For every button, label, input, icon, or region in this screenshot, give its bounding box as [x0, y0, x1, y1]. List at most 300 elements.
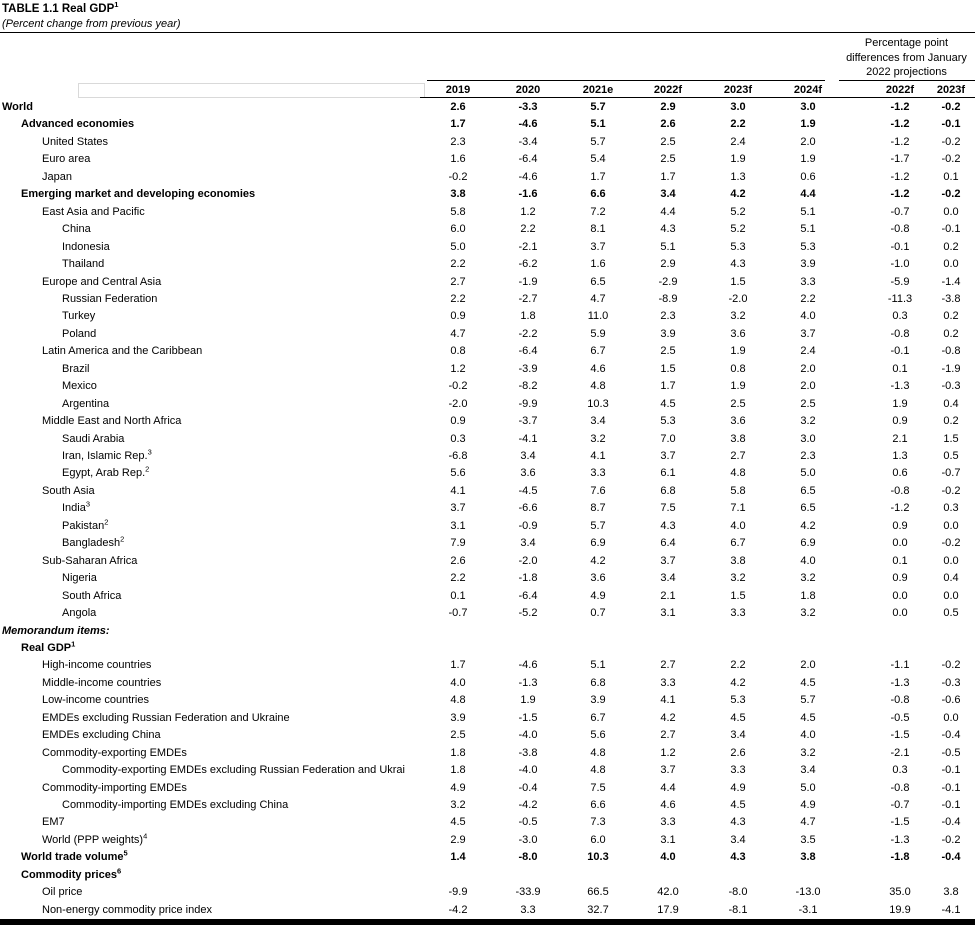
value-cell: -0.2 [941, 537, 961, 550]
value-cell: 3.3 [730, 607, 746, 620]
table-row [0, 431, 975, 448]
value-cell: 2.2 [730, 659, 746, 672]
value-cell: -0.5 [518, 816, 538, 829]
value-cell: 0.1 [943, 170, 959, 183]
value-cell: 7.6 [590, 484, 606, 497]
value-cell: -0.6 [941, 694, 961, 707]
value-cell: 3.2 [730, 572, 746, 585]
value-cell: 1.7 [660, 170, 676, 183]
value-cell: 4.8 [590, 380, 606, 393]
value-cell: 0.5 [943, 450, 959, 462]
value-cell: 3.4 [520, 450, 536, 462]
value-cell: -0.2 [941, 135, 961, 148]
value-cell: 7.5 [660, 502, 676, 515]
value-cell: 0.8 [730, 362, 746, 375]
row-footnote-marker: 1 [71, 639, 76, 649]
value-cell: 5.1 [800, 223, 816, 236]
row-label: Sub-Saharan Africa [42, 554, 138, 567]
table-row [0, 657, 975, 674]
value-cell: 3.0 [800, 432, 816, 445]
value-cell: 5.7 [590, 135, 606, 148]
row-label: Latin America and the Caribbean [42, 345, 203, 358]
value-cell: -0.7 [890, 799, 910, 811]
value-cell: 0.9 [892, 519, 908, 532]
value-cell: 4.3 [730, 851, 746, 864]
value-cell: 2.2 [450, 572, 466, 585]
value-cell: 6.6 [590, 188, 606, 201]
value-cell: 4.0 [730, 519, 746, 532]
value-cell: -0.4 [941, 851, 961, 864]
table-row [0, 99, 975, 116]
value-cell: -0.3 [941, 676, 961, 689]
value-cell: 7.0 [660, 432, 676, 445]
value-cell: -0.8 [890, 484, 910, 497]
value-cell: -4.0 [518, 764, 538, 777]
table-row [0, 221, 975, 238]
value-cell: 3.9 [660, 327, 676, 340]
value-cell: 3.3 [730, 764, 746, 777]
value-cell: 6.5 [800, 484, 816, 497]
row-label: Thailand [62, 258, 105, 271]
table-row [0, 675, 975, 692]
value-cell: 1.9 [800, 153, 816, 166]
value-cell: 0.0 [943, 205, 959, 218]
value-cell: -2.0 [728, 292, 748, 305]
value-cell: -0.4 [941, 729, 961, 742]
table-row [0, 588, 975, 605]
table-row [0, 640, 975, 657]
value-cell: 3.4 [520, 537, 536, 550]
table-row [0, 727, 975, 744]
value-cell: 2.3 [660, 310, 676, 323]
value-cell: 0.9 [450, 415, 466, 428]
value-cell: -0.8 [890, 781, 910, 794]
value-cell: 5.7 [800, 694, 816, 707]
value-cell: 7.3 [590, 816, 606, 829]
value-cell: 4.5 [800, 676, 816, 689]
value-cell: 10.3 [587, 851, 609, 864]
value-cell: 2.9 [660, 101, 676, 113]
value-cell: -9.9 [448, 886, 468, 899]
value-cell: -1.0 [890, 258, 910, 271]
value-cell: -6.4 [518, 345, 538, 358]
row-footnote-marker: 5 [123, 848, 128, 858]
value-cell: 4.5 [450, 816, 466, 829]
value-cell: 2.2 [800, 292, 816, 305]
value-cell: -1.8 [890, 851, 910, 864]
table-row [0, 797, 975, 814]
value-cell: -1.2 [890, 135, 910, 148]
value-cell: 4.9 [730, 781, 746, 794]
value-cell: -5.9 [890, 275, 910, 288]
title-divider-rule [0, 32, 975, 33]
value-cell: -0.2 [448, 380, 468, 393]
value-cell: 2.0 [800, 362, 816, 375]
year-columns-top-rule [427, 80, 825, 81]
value-cell: 3.0 [730, 101, 746, 113]
table-row [0, 780, 975, 797]
row-label: Japan [42, 170, 72, 183]
value-cell: 1.2 [520, 205, 536, 218]
value-cell: 2.4 [730, 135, 746, 148]
value-cell: -8.0 [728, 886, 748, 899]
value-cell: -3.7 [518, 415, 538, 428]
value-cell: 3.2 [800, 607, 816, 620]
value-cell: 1.8 [800, 589, 816, 602]
value-cell: 3.8 [730, 432, 746, 445]
value-cell: 4.9 [590, 589, 606, 602]
row-label: Commodity-importing EMDEs [42, 781, 187, 794]
value-cell: 3.4 [730, 833, 746, 846]
row-label: Advanced economies [21, 118, 135, 131]
table-row [0, 274, 975, 291]
table-row [0, 326, 975, 343]
table-row [0, 570, 975, 587]
value-cell: 0.2 [943, 415, 959, 428]
row-label: Middle East and North Africa [42, 415, 182, 428]
value-cell: -0.3 [941, 380, 961, 393]
value-cell: -4.6 [518, 170, 538, 183]
value-cell: 3.9 [450, 711, 466, 724]
value-cell: 4.2 [660, 711, 676, 724]
value-cell: -1.7 [890, 153, 910, 166]
value-cell: 3.3 [660, 676, 676, 689]
diff-heading-line: 2022 projections [866, 66, 947, 79]
value-cell: 1.6 [450, 153, 466, 166]
value-cell: 2.1 [660, 589, 676, 602]
value-cell: 5.6 [590, 729, 606, 742]
value-cell: 2.0 [800, 135, 816, 148]
table-row [0, 884, 975, 901]
value-cell: 42.0 [657, 886, 679, 899]
value-cell: 1.7 [660, 380, 676, 393]
row-label: Euro area [42, 153, 91, 166]
value-cell: -8.9 [658, 292, 678, 305]
value-cell: 4.0 [450, 676, 466, 689]
value-cell: 5.2 [730, 223, 746, 236]
value-cell: -1.5 [890, 729, 910, 742]
value-cell: 5.7 [590, 519, 606, 532]
value-cell: -4.0 [518, 729, 538, 742]
column-header-2022f: 2022f [653, 84, 683, 96]
value-cell: -0.7 [941, 467, 961, 480]
value-cell: 7.9 [450, 537, 466, 550]
value-cell: -0.1 [941, 764, 961, 777]
table-row [0, 396, 975, 413]
value-cell: 4.3 [730, 816, 746, 829]
value-cell: 5.9 [590, 327, 606, 340]
table-row [0, 343, 975, 360]
value-cell: 0.1 [892, 362, 908, 375]
value-cell: 5.6 [450, 467, 466, 480]
value-cell: -3.3 [518, 101, 538, 113]
table-row [0, 239, 975, 256]
value-cell: -0.2 [941, 833, 961, 846]
value-cell: 3.3 [590, 467, 606, 480]
value-cell: 2.0 [800, 380, 816, 393]
value-cell: -2.0 [518, 554, 538, 567]
table-title [2, 0, 119, 15]
value-cell: 0.0 [892, 537, 908, 550]
table-row [0, 116, 975, 133]
value-cell: 1.3 [892, 450, 908, 462]
row-label: World (PPP weights)$^4$ [42, 831, 148, 846]
table-row [0, 535, 975, 552]
value-cell: 2.7 [660, 729, 676, 742]
value-cell: 0.8 [450, 345, 466, 358]
row-label: United States [42, 135, 109, 148]
value-cell: 0.5 [943, 607, 959, 620]
value-cell: 0.0 [943, 589, 959, 602]
row-label: Turkey [62, 310, 96, 323]
value-cell: 3.8 [450, 188, 466, 201]
value-cell: 3.6 [730, 327, 746, 340]
table-row [0, 710, 975, 727]
table-row [0, 518, 975, 535]
value-cell: 4.9 [450, 781, 466, 794]
value-cell: -6.2 [518, 258, 538, 271]
column-header-2023f: 2023f [723, 84, 753, 96]
table-row [0, 134, 975, 151]
value-cell: 8.7 [590, 502, 606, 515]
value-cell: 1.9 [730, 153, 746, 166]
value-cell: 5.7 [590, 101, 606, 113]
value-cell: -9.9 [518, 397, 538, 410]
table-row [0, 623, 975, 640]
table-row [0, 745, 975, 762]
value-cell: -1.3 [890, 833, 910, 846]
value-cell: 3.6 [590, 572, 606, 585]
table-row [0, 465, 975, 482]
table-row [0, 762, 975, 779]
value-cell: 1.9 [520, 694, 536, 707]
value-cell: 2.3 [450, 135, 466, 148]
value-cell: -0.2 [941, 101, 961, 113]
value-cell: 0.3 [892, 764, 908, 777]
value-cell: -0.8 [890, 327, 910, 340]
value-cell: -1.1 [890, 659, 910, 672]
value-cell: 2.0 [800, 659, 816, 672]
value-cell: 4.2 [590, 554, 606, 567]
value-cell: 1.9 [892, 397, 908, 410]
row-label: Pakistan$^2$ [62, 517, 109, 532]
row-label: India$^3$ [62, 499, 91, 515]
diff-projections-heading [838, 36, 975, 80]
value-cell: -4.1 [941, 903, 961, 916]
row-label: Memorandum items: [2, 624, 110, 637]
value-cell: 2.9 [660, 258, 676, 271]
value-cell: -0.8 [890, 223, 910, 236]
value-cell: 3.7 [450, 502, 466, 515]
value-cell: 7.5 [590, 781, 606, 794]
value-cell: 0.9 [892, 572, 908, 585]
value-cell: 3.3 [660, 816, 676, 829]
column-header-2024f: 2024f [793, 84, 823, 96]
value-cell: 1.4 [450, 851, 466, 864]
value-cell: 1.9 [730, 345, 746, 358]
value-cell: 7.1 [730, 502, 746, 515]
row-label: Commodity prices$^6$ [21, 866, 122, 881]
value-cell: -0.2 [941, 484, 961, 497]
value-cell: -1.6 [518, 188, 538, 201]
row-footnote-marker: 4 [143, 831, 148, 841]
value-cell: 3.9 [800, 258, 816, 271]
value-cell: 4.5 [800, 711, 816, 724]
value-cell: 3.2 [800, 572, 816, 585]
row-label: Low-income countries [42, 694, 149, 707]
value-cell: 4.1 [450, 484, 466, 497]
value-cell: -0.8 [890, 694, 910, 707]
value-cell: 0.3 [943, 502, 959, 515]
table-row [0, 448, 975, 465]
value-cell: 1.5 [943, 432, 959, 445]
value-cell: 2.7 [450, 275, 466, 288]
value-cell: -5.2 [518, 607, 538, 620]
table-row [0, 605, 975, 622]
table-title-footnote-marker: 1 [114, 0, 119, 10]
table-row [0, 186, 975, 203]
value-cell: -4.1 [518, 432, 538, 445]
value-cell: -6.4 [518, 589, 538, 602]
value-cell: 4.5 [660, 397, 676, 410]
value-cell: -0.1 [941, 781, 961, 794]
value-cell: 3.7 [590, 240, 606, 253]
value-cell: -3.8 [941, 292, 961, 305]
table-row [0, 500, 975, 517]
value-cell: 3.4 [590, 415, 606, 428]
value-cell: 8.1 [590, 223, 606, 236]
value-cell: -8.0 [518, 851, 538, 864]
value-cell: -1.8 [518, 572, 538, 585]
value-cell: 0.6 [892, 467, 908, 480]
diff-columns-top-rule [839, 80, 975, 81]
value-cell: 0.0 [943, 554, 959, 567]
value-cell: 5.1 [660, 240, 676, 253]
value-cell: 3.4 [730, 729, 746, 742]
table-row [0, 169, 975, 186]
table-row [0, 902, 975, 919]
value-cell: 4.4 [800, 188, 816, 201]
value-cell: 5.3 [800, 240, 816, 253]
value-cell: -0.5 [890, 711, 910, 724]
value-cell: 5.1 [590, 659, 606, 672]
value-cell: 4.4 [660, 781, 676, 794]
row-label: Oil price [42, 886, 83, 899]
value-cell: -0.9 [518, 519, 538, 532]
value-cell: -6.6 [518, 502, 538, 515]
value-cell: 10.3 [587, 397, 609, 410]
value-cell: -3.4 [518, 135, 538, 148]
row-label: EMDEs excluding Russian Federation and Ukraine [42, 711, 290, 724]
table-row [0, 849, 975, 866]
value-cell: -11.3 [887, 292, 913, 305]
value-cell: -8.1 [728, 903, 748, 916]
value-cell: 5.3 [660, 415, 676, 428]
value-cell: -1.9 [518, 275, 538, 288]
row-label: Saudi Arabia [62, 432, 125, 445]
value-cell: -2.1 [518, 240, 538, 253]
value-cell: 3.7 [660, 554, 676, 567]
row-label: Europe and Central Asia [42, 275, 162, 288]
value-cell: 17.9 [657, 903, 679, 916]
value-cell: -6.8 [448, 450, 468, 462]
value-cell: 4.9 [800, 799, 816, 811]
value-cell: -1.2 [890, 502, 910, 515]
value-cell: 3.9 [590, 694, 606, 707]
value-cell: 2.1 [892, 432, 908, 445]
value-cell: 3.1 [450, 519, 466, 532]
value-cell: -3.0 [518, 833, 538, 846]
value-cell: 5.1 [590, 118, 606, 131]
value-cell: 3.6 [520, 467, 536, 480]
table-row [0, 867, 975, 884]
value-cell: -1.9 [941, 362, 961, 375]
value-cell: 2.5 [450, 729, 466, 742]
value-cell: 5.0 [450, 240, 466, 253]
value-cell: -1.3 [890, 676, 910, 689]
row-label: South Asia [42, 484, 95, 497]
value-cell: 2.4 [800, 345, 816, 358]
diff-heading-line: differences from January [846, 51, 967, 64]
value-cell: 3.2 [730, 310, 746, 323]
value-cell: 5.2 [730, 205, 746, 218]
value-cell: 11.0 [587, 310, 609, 323]
value-cell: -6.4 [518, 153, 538, 166]
value-cell: 0.4 [943, 572, 959, 585]
value-cell: 4.5 [730, 799, 746, 811]
column-header-bottom-rule [420, 97, 975, 98]
value-cell: -3.1 [798, 903, 818, 916]
value-cell: 35.0 [889, 886, 911, 899]
value-cell: 0.2 [943, 327, 959, 340]
table-row [0, 483, 975, 500]
value-cell: -0.4 [518, 781, 538, 794]
value-cell: 3.6 [730, 415, 746, 428]
diff-heading-line: Percentage point [864, 37, 949, 49]
value-cell: 6.5 [590, 275, 606, 288]
value-cell: 1.5 [730, 589, 746, 602]
row-label: Emerging market and developing economies [21, 188, 256, 201]
value-cell: 1.3 [730, 170, 746, 183]
value-cell: 3.3 [800, 275, 816, 288]
table-row [0, 204, 975, 221]
value-cell: -1.5 [890, 816, 910, 829]
value-cell: 5.8 [450, 205, 466, 218]
value-cell: 4.0 [800, 310, 816, 323]
row-label: Indonesia [62, 240, 110, 253]
table-bottom-border [0, 919, 975, 925]
row-label: Argentina [62, 397, 110, 410]
value-cell: 1.6 [590, 258, 606, 271]
table-row [0, 151, 975, 168]
value-cell: -2.0 [448, 397, 468, 410]
value-cell: 3.7 [660, 764, 676, 777]
value-cell: 6.7 [590, 345, 606, 358]
table-row [0, 361, 975, 378]
value-cell: 1.5 [660, 362, 676, 375]
value-cell: 2.5 [660, 153, 676, 166]
value-cell: 3.4 [660, 188, 676, 201]
value-cell: -0.1 [890, 240, 910, 253]
value-cell: -0.5 [941, 746, 961, 759]
value-cell: 3.8 [943, 886, 959, 899]
value-cell: 4.7 [450, 327, 466, 340]
value-cell: 4.8 [730, 467, 746, 480]
value-cell: 0.3 [892, 310, 908, 323]
value-cell: 6.8 [590, 676, 606, 689]
value-cell: 6.7 [590, 711, 606, 724]
value-cell: 2.6 [660, 118, 676, 131]
